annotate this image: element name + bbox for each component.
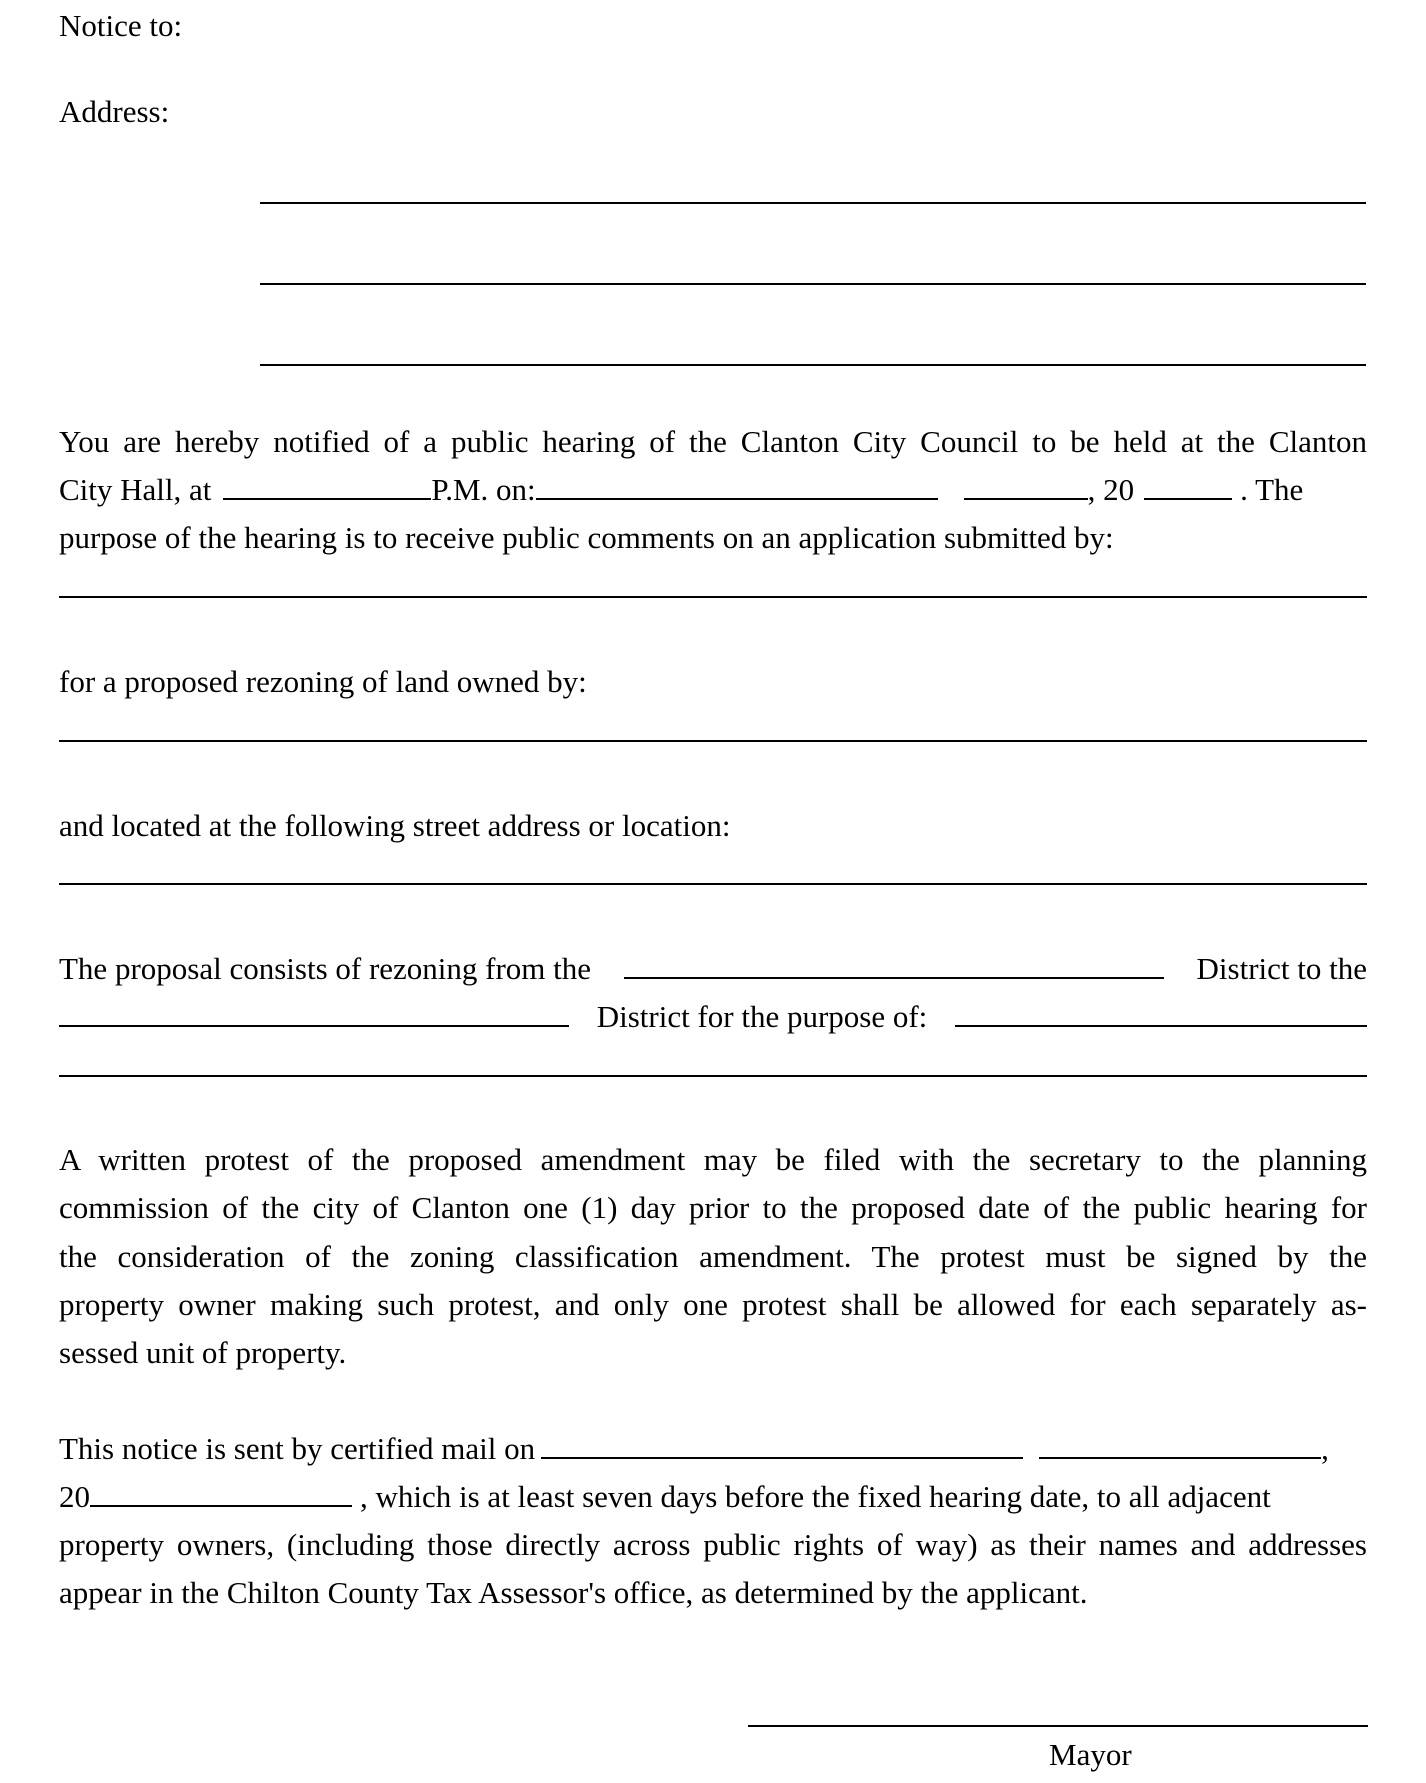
hearing-line-1: [59, 424, 1367, 460]
protest-paragraph: [59, 1136, 1367, 1377]
protest-line: sessed unit of property.: [59, 1335, 347, 1371]
certified-text: This notice is sent by certified mail on: [59, 1431, 536, 1466]
applicant-line[interactable]: [59, 596, 1367, 598]
rezoning-line-2: [59, 999, 1367, 1035]
hearing-time-field[interactable]: [223, 472, 431, 500]
hearing-year-field[interactable]: [1144, 472, 1232, 500]
address-line-2[interactable]: [260, 283, 1366, 285]
rezoning-line-1: [59, 951, 1367, 987]
notice-to-label: Notice to:: [59, 8, 183, 43]
protest-line: property owner making such protest, and only one protest shall be allowed for each separately as-: [59, 1286, 1367, 1322]
hearing-text-1: You are hereby notified of a public hearing of the Clanton City Council to be held at the Clanton: [59, 424, 1367, 459]
hearing-line-2: [59, 472, 1367, 508]
location-label: and located at the following street address or location:: [59, 808, 731, 843]
rezoning-from-text: The proposal consists of rezoning from the: [59, 951, 592, 986]
rezoning-to-district-field[interactable]: [59, 999, 569, 1027]
protest-line: the consideration of the zoning classification amendment. The protest must be signed by the: [59, 1238, 1367, 1274]
certified-year-prefix: 20: [59, 1479, 90, 1514]
address-line-3[interactable]: [260, 364, 1366, 366]
hearing-year-prefix: , 20: [1087, 472, 1135, 507]
location-line[interactable]: [59, 883, 1367, 885]
certified-line-2: [59, 1479, 1367, 1515]
certified-line-4: appear in the Chilton County Tax Assessor's office, as determined by the applicant.: [59, 1575, 1088, 1610]
hearing-line-3: purpose of the hearing is to receive public comments on an application submitted by:: [59, 520, 1114, 555]
certified-line-3: property owners, (including those directly across public rights of way) as their names and addresses: [59, 1527, 1367, 1562]
certified-year-field[interactable]: [90, 1479, 352, 1507]
certified-line-1: [59, 1431, 1367, 1467]
hearing-month-day-field[interactable]: [536, 472, 938, 500]
purpose-line-2[interactable]: [59, 1075, 1367, 1077]
certified-day-field[interactable]: [1039, 1431, 1321, 1459]
address-line-1[interactable]: [260, 202, 1366, 204]
owner-line[interactable]: [59, 740, 1367, 742]
hearing-pm-text: P.M. on:: [431, 472, 536, 507]
rezoning-to-text: District to the: [1196, 951, 1367, 986]
hearing-day-field[interactable]: [964, 472, 1088, 500]
mayor-signature-line[interactable]: [748, 1725, 1368, 1727]
mayor-label: Mayor: [1049, 1737, 1132, 1772]
certified-comma: ,: [1321, 1431, 1329, 1466]
rezoning-purpose-text: District for the purpose of:: [596, 999, 928, 1034]
address-label: Address:: [59, 94, 170, 129]
protest-line: commission of the city of Clanton one (1) day prior to the proposed date of the public hearing for: [59, 1190, 1367, 1226]
rezoning-purpose-field[interactable]: [955, 999, 1367, 1027]
certified-month-day-field[interactable]: [541, 1431, 1023, 1459]
rezoning-from-district-field[interactable]: [624, 951, 1164, 979]
protest-line: A written protest of the proposed amendment may be filed with the secretary to the planning: [59, 1142, 1367, 1177]
hearing-the-text: . The: [1240, 472, 1304, 507]
certified-text-2: , which is at least seven days before the fixed hearing date, to all adjacent: [360, 1479, 1271, 1514]
owned-by-label: for a proposed rezoning of land owned by:: [59, 664, 587, 699]
hearing-city-hall-text: City Hall, at: [59, 472, 212, 507]
